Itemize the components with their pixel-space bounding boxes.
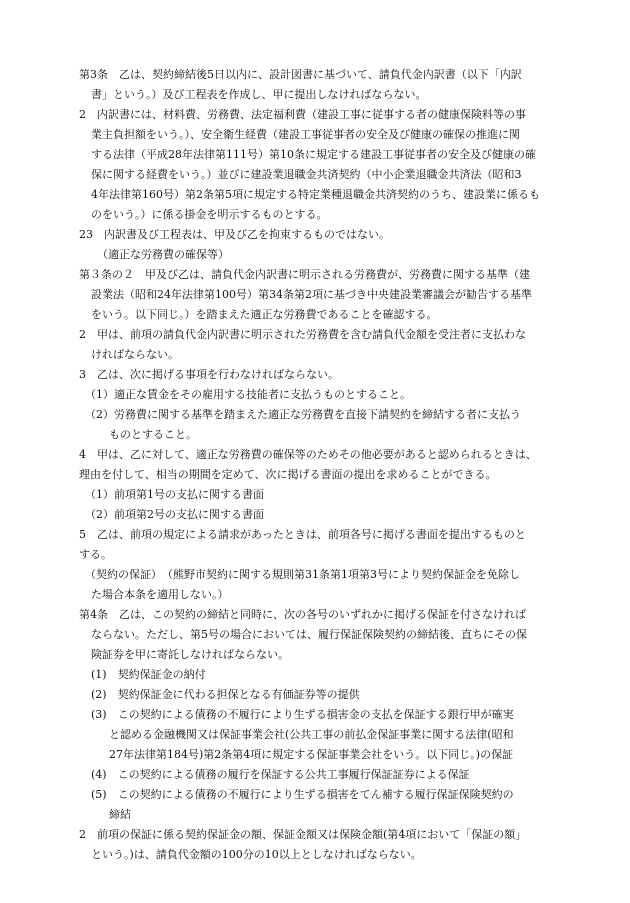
text-line: 23 内訳書及び工程表は、甲及び乙を拘束するものではない。: [79, 228, 390, 241]
list-item: （2）労務費に関する基準を踏まえた適正な労務費を直接下請契約を締結する者に支払う: [85, 408, 521, 421]
text-line: 2 内訳書には、材料費、労務費、法定福利費（建設工事に従事する者の健康保険料等の事: [79, 108, 526, 121]
text-line: をいう。以下同じ。）を踏まえた適正な労務費であることを確認する。: [91, 308, 438, 321]
section-heading: （契約の保証） （熊野市契約に関する規則第31条第1項第3号により契約保証金を免除し: [85, 568, 520, 581]
text-line: 2 前項の保証に係る契約保証金の額、保証金額又は保険金額(第4項において「保証の額」: [79, 828, 527, 841]
text-line: ければならない。: [91, 348, 179, 361]
text-line: 第4条 乙は、この契約の締結と同時に、次の各号のいずれかに掲げる保証を付さなければ: [79, 608, 526, 621]
list-item: （1）前項第1号の支払に関する書面: [85, 488, 264, 501]
text-line: する。: [79, 548, 112, 561]
text-line: 設業法（昭和24年法律第100号）第34条第2項に基づき中央建設業審議会が勧告する基準: [91, 288, 532, 301]
list-item: （2）前項第2号の支払に関する書面: [85, 508, 264, 521]
text-line: た場合本条を適用しない。）: [91, 588, 229, 601]
text-line: 第３条の２ 甲及び乙は、請負代金内訳書に明示される労務費が、労務費に関する基準（建: [79, 268, 530, 281]
text-line: ものとすること。: [109, 428, 197, 441]
text-line: ならない。ただし、第5号の場合においては、履行保証保険契約の締結後、直ちにその保: [91, 628, 527, 641]
list-item: (4) この契約による債務の履行を保証する公共工事履行保証証券による保証: [91, 768, 470, 781]
list-item: (3) この契約による債務の不履行により生ずる損害金の支払を保証する銀行甲が確実: [91, 708, 514, 721]
list-item: (2) 契約保証金に代わる担保となる有価証券等の提供: [91, 688, 360, 701]
list-item: (1) 契約保証金の納付: [91, 668, 206, 681]
text-line: 5 乙は、前項の規定による請求があったときは、前項各号に掲げる書面を提出するものと: [79, 528, 526, 541]
text-line: 3 乙は、次に掲げる事項を行わなければならない。: [79, 368, 339, 381]
text-line: と認める金融機関又は保証事業会社(公共工事の前払金保証事業に関する法律(昭和: [109, 728, 514, 741]
text-line: 27年法律第184号)第2条第4項に規定する保証事業会社をいう。以下同じ。)の保証: [109, 748, 514, 761]
text-line: する法律（平成28年法律第111号）第10条に規定する建設工事従事者の安全及び健康の確: [91, 148, 536, 161]
section-heading: （適正な労務費の確保等）: [97, 248, 229, 261]
text-line: 理由を付して、相当の期間を定めて、次に掲げる書面の提出を求めることができる。: [79, 468, 497, 481]
text-line: 4 甲は、乙に対して、適正な労務費の確保等のためその他必要があると認められるときは、: [79, 448, 537, 461]
text-line: のをいう。）に係る掛金を明示するものとする。: [91, 208, 328, 221]
text-line: 4年法律第160号）第2条第5項に規定する特定業種退職金共済契約のうち、建設業に係るも: [91, 188, 540, 201]
text-line: という。)は、請負代金額の100分の10以上としなければならない。: [91, 848, 422, 861]
text-line: 保に関する経費をいう。）並びに建設業退職金共済契約（中小企業退職金共済法（昭和3: [91, 168, 522, 181]
text-line: 業主負担額をいう。）、安全衛生経費（建設工事従事者の安全及び健康の確保の推進に関: [91, 128, 520, 141]
text-line: 締結: [109, 808, 131, 821]
list-item: (5) この契約による債務の不履行により生ずる損害をてん補する履行保証保険契約の: [91, 788, 514, 801]
list-item: （1）適正な賃金をその雇用する技能者に支払うものとすること。: [85, 388, 411, 401]
text-line: 書」という。）及び工程表を作成し、甲に提出しなければならない。: [91, 88, 427, 101]
text-line: 険証券を甲に寄託しなければならない。: [91, 648, 289, 661]
text-line: 2 甲は、前項の請負代金内訳書に明示された労務費を含む請負代金額を受注者に支払わな: [79, 328, 526, 341]
text-line: 第3条 乙は、契約締結後5日以内に、設計図書に基づいて、請負代金内訳書（以下「内訳: [79, 68, 522, 81]
